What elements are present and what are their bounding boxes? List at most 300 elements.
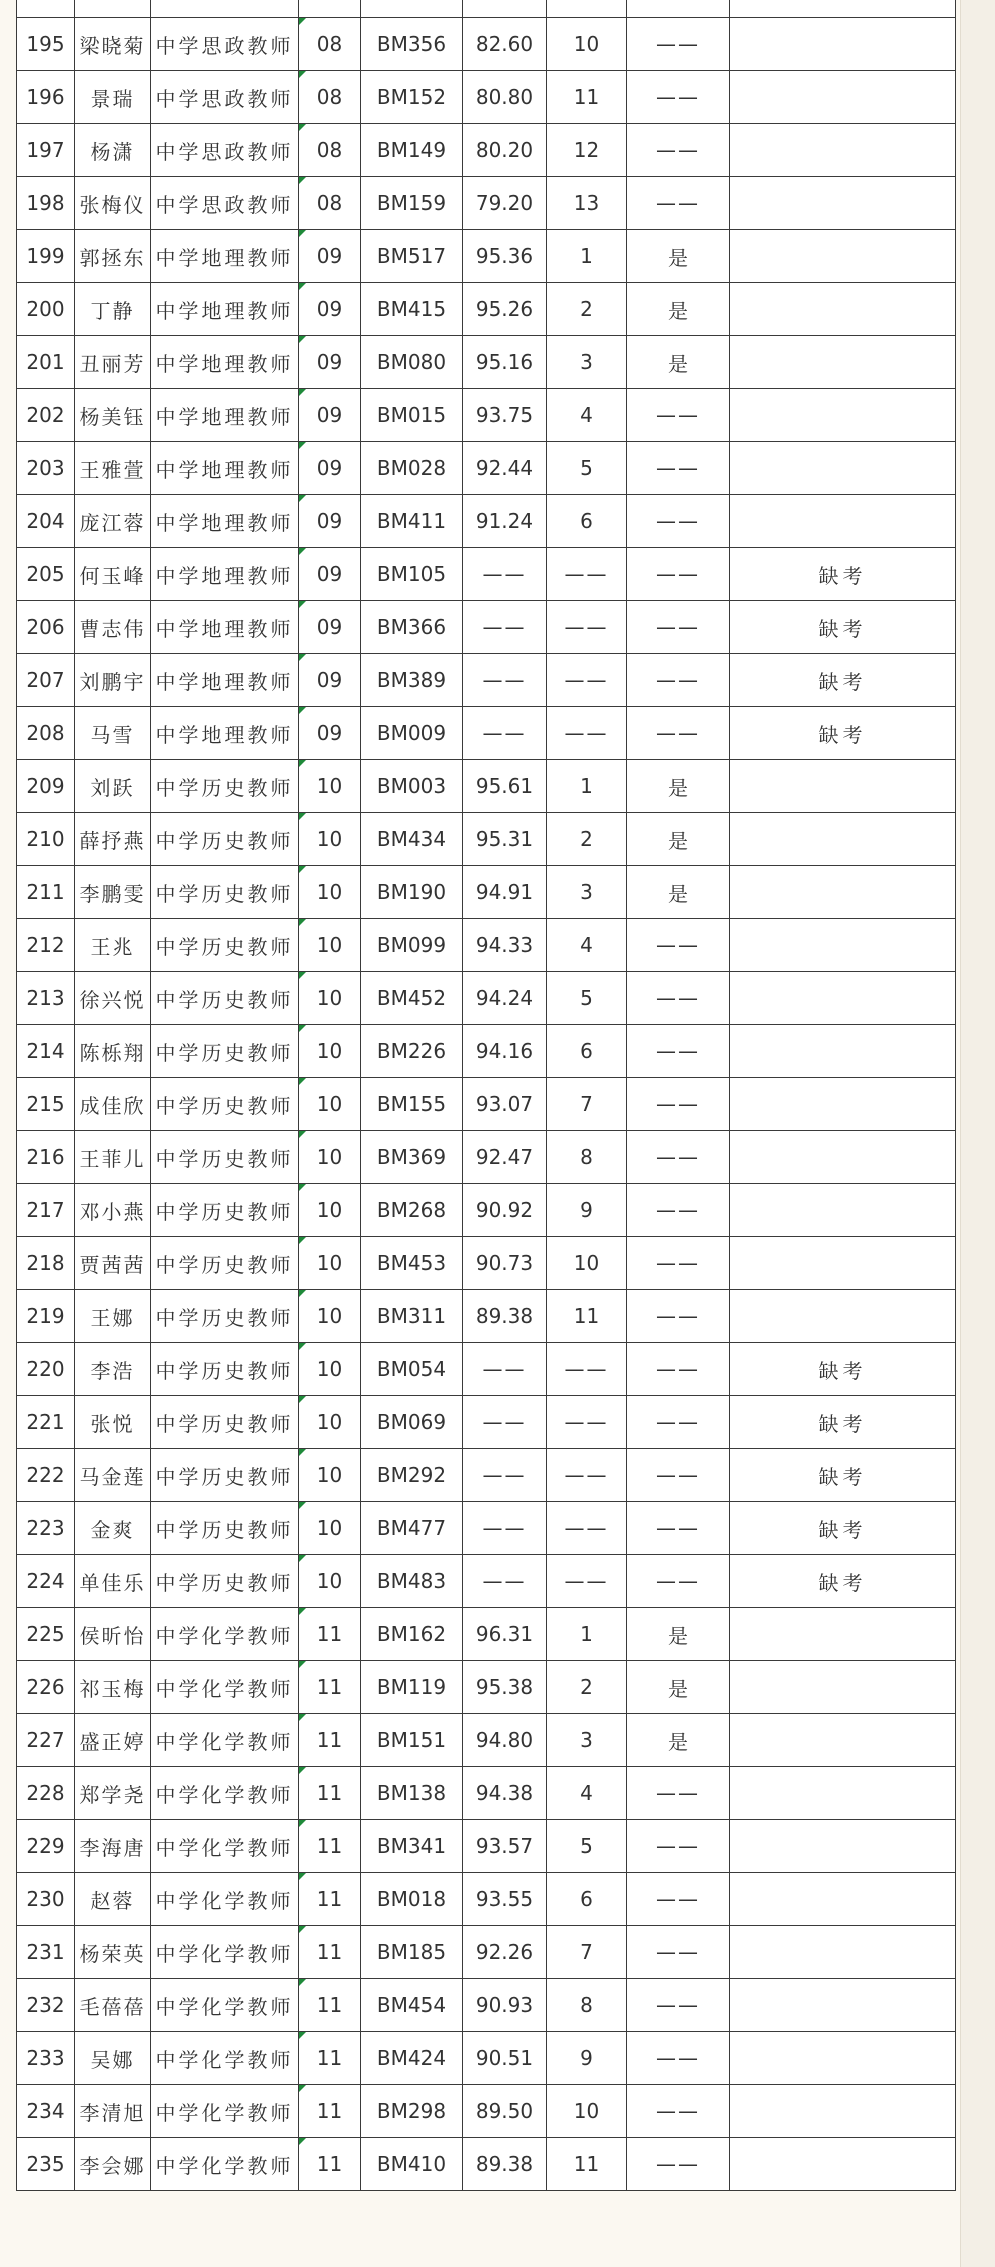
table-row [17, 601, 956, 654]
score-cell: 94.38 [463, 1767, 547, 1820]
score-cell: —— [463, 548, 547, 601]
score-cell [463, 0, 547, 18]
name-cell: 邓小燕 [75, 1184, 151, 1237]
table-row [17, 548, 956, 601]
score-cell: 96.31 [463, 1608, 547, 1661]
registration-id-cell: BM152 [361, 71, 463, 124]
post-title-cell: 中学历史教师 [151, 919, 299, 972]
row-number-cell: 222 [17, 1449, 75, 1502]
score-cell: —— [463, 1555, 547, 1608]
remark-cell [730, 0, 956, 18]
table-row [17, 2138, 956, 2191]
post-title-cell: 中学地理教师 [151, 495, 299, 548]
rank-cell: 2 [547, 1661, 627, 1714]
post-title-cell: 中学化学教师 [151, 1714, 299, 1767]
remark-cell [730, 442, 956, 495]
registration-id-cell: BM226 [361, 1025, 463, 1078]
post-code-cell: 09 [299, 389, 361, 442]
table-row [17, 442, 956, 495]
table-row [17, 1025, 956, 1078]
post-title-cell: 中学历史教师 [151, 1184, 299, 1237]
registration-id-cell: BM080 [361, 336, 463, 389]
post-title-cell: 中学历史教师 [151, 760, 299, 813]
remark-cell [730, 972, 956, 1025]
post-code-cell: 09 [299, 707, 361, 760]
remark-cell [730, 1237, 956, 1290]
registration-id-cell [361, 0, 463, 18]
registration-id-cell: BM454 [361, 1979, 463, 2032]
remark-cell [730, 1025, 956, 1078]
registration-id-cell: BM138 [361, 1767, 463, 1820]
name-cell: 王雅萱 [75, 442, 151, 495]
post-code-cell: 08 [299, 71, 361, 124]
interview-flag-cell: 是 [627, 1661, 730, 1714]
post-code-cell: 11 [299, 1661, 361, 1714]
table-row [17, 124, 956, 177]
remark-cell [730, 1926, 956, 1979]
rank-cell: 5 [547, 1820, 627, 1873]
post-title-cell: 中学思政教师 [151, 18, 299, 71]
registration-id-cell: BM452 [361, 972, 463, 1025]
row-number-cell: 211 [17, 866, 75, 919]
row-number-cell: 231 [17, 1926, 75, 1979]
remark-cell [730, 2138, 956, 2191]
post-title-cell: 中学地理教师 [151, 283, 299, 336]
score-cell: 94.16 [463, 1025, 547, 1078]
interview-flag-cell: 是 [627, 813, 730, 866]
registration-id-cell: BM389 [361, 654, 463, 707]
rank-cell: 9 [547, 1184, 627, 1237]
post-code-cell: 11 [299, 1979, 361, 2032]
table-row [17, 1555, 956, 1608]
registration-id-cell: BM411 [361, 495, 463, 548]
row-number-cell: 204 [17, 495, 75, 548]
interview-flag-cell: —— [627, 177, 730, 230]
table-row [17, 230, 956, 283]
table-row [17, 919, 956, 972]
score-cell: 93.57 [463, 1820, 547, 1873]
score-cell: 93.75 [463, 389, 547, 442]
score-table [16, 0, 956, 2191]
registration-id-cell: BM105 [361, 548, 463, 601]
score-cell: 90.93 [463, 1979, 547, 2032]
name-cell: 李清旭 [75, 2085, 151, 2138]
post-title-cell: 中学化学教师 [151, 2085, 299, 2138]
registration-id-cell: BM119 [361, 1661, 463, 1714]
post-title-cell: 中学历史教师 [151, 1290, 299, 1343]
score-cell: 94.24 [463, 972, 547, 1025]
remark-cell [730, 71, 956, 124]
name-cell: 毛蓓蓓 [75, 1979, 151, 2032]
post-code-cell: 10 [299, 1078, 361, 1131]
post-title-cell: 中学思政教师 [151, 124, 299, 177]
row-number-cell: 200 [17, 283, 75, 336]
score-cell: 95.26 [463, 283, 547, 336]
post-code-cell: 11 [299, 2032, 361, 2085]
registration-id-cell: BM434 [361, 813, 463, 866]
rank-cell: 6 [547, 1025, 627, 1078]
score-cell: 80.20 [463, 124, 547, 177]
rank-cell: 6 [547, 495, 627, 548]
registration-id-cell: BM015 [361, 389, 463, 442]
rank-cell: —— [547, 707, 627, 760]
name-cell: 丑丽芳 [75, 336, 151, 389]
post-code-cell: 11 [299, 1873, 361, 1926]
rank-cell: 4 [547, 389, 627, 442]
table-row [17, 1343, 956, 1396]
interview-flag-cell: —— [627, 707, 730, 760]
rank-cell: 9 [547, 2032, 627, 2085]
table-row [17, 2032, 956, 2085]
post-title-cell: 中学历史教师 [151, 1343, 299, 1396]
interview-flag-cell: —— [627, 18, 730, 71]
score-cell: —— [463, 601, 547, 654]
rank-cell: 11 [547, 1290, 627, 1343]
post-code-cell: 09 [299, 336, 361, 389]
interview-flag-cell: 是 [627, 866, 730, 919]
remark-cell [730, 1820, 956, 1873]
post-code-cell: 11 [299, 1714, 361, 1767]
name-cell: 郭拯东 [75, 230, 151, 283]
score-cell: 94.91 [463, 866, 547, 919]
score-cell: 80.80 [463, 71, 547, 124]
row-number-cell: 230 [17, 1873, 75, 1926]
rank-cell: —— [547, 1396, 627, 1449]
registration-id-cell: BM028 [361, 442, 463, 495]
registration-id-cell: BM185 [361, 1926, 463, 1979]
registration-id-cell: BM162 [361, 1608, 463, 1661]
row-number-cell: 221 [17, 1396, 75, 1449]
rank-cell: 7 [547, 1926, 627, 1979]
rank-cell: 4 [547, 919, 627, 972]
post-title-cell: 中学思政教师 [151, 177, 299, 230]
post-code-cell: 10 [299, 919, 361, 972]
registration-id-cell: BM410 [361, 2138, 463, 2191]
rank-cell: 3 [547, 1714, 627, 1767]
rank-cell: —— [547, 1555, 627, 1608]
name-cell: 陈栎翔 [75, 1025, 151, 1078]
row-number-cell: 206 [17, 601, 75, 654]
row-number-cell: 234 [17, 2085, 75, 2138]
name-cell: 李鹏雯 [75, 866, 151, 919]
post-title-cell [151, 0, 299, 18]
remark-cell: 缺考 [730, 654, 956, 707]
interview-flag-cell: 是 [627, 336, 730, 389]
post-code-cell: 08 [299, 124, 361, 177]
score-cell: 95.61 [463, 760, 547, 813]
score-cell: —— [463, 1502, 547, 1555]
remark-cell [730, 177, 956, 230]
remark-cell [730, 18, 956, 71]
interview-flag-cell: —— [627, 2085, 730, 2138]
row-number-cell: 205 [17, 548, 75, 601]
interview-flag-cell: 是 [627, 230, 730, 283]
post-code-cell: 08 [299, 177, 361, 230]
rank-cell: —— [547, 654, 627, 707]
table-row [17, 283, 956, 336]
name-cell: 李浩 [75, 1343, 151, 1396]
row-number-cell: 212 [17, 919, 75, 972]
registration-id-cell: BM054 [361, 1343, 463, 1396]
table-row [17, 1396, 956, 1449]
interview-flag-cell: —— [627, 548, 730, 601]
interview-flag-cell: —— [627, 1449, 730, 1502]
remark-cell [730, 1290, 956, 1343]
name-cell: 盛正婷 [75, 1714, 151, 1767]
name-cell: 李会娜 [75, 2138, 151, 2191]
post-code-cell: 11 [299, 1608, 361, 1661]
post-title-cell: 中学地理教师 [151, 442, 299, 495]
post-title-cell: 中学历史教师 [151, 1449, 299, 1502]
interview-flag-cell: 是 [627, 1714, 730, 1767]
name-cell: 张悦 [75, 1396, 151, 1449]
score-cell: 92.44 [463, 442, 547, 495]
row-number-cell: 196 [17, 71, 75, 124]
registration-id-cell: BM424 [361, 2032, 463, 2085]
name-cell: 杨荣英 [75, 1926, 151, 1979]
rank-cell: 3 [547, 336, 627, 389]
registration-id-cell: BM159 [361, 177, 463, 230]
table-body [17, 0, 956, 2191]
table-row [17, 2085, 956, 2138]
interview-flag-cell: —— [627, 1820, 730, 1873]
score-cell: 95.16 [463, 336, 547, 389]
post-code-cell: 10 [299, 1396, 361, 1449]
score-cell: —— [463, 1449, 547, 1502]
table-row [17, 813, 956, 866]
post-title-cell: 中学历史教师 [151, 813, 299, 866]
table-row [17, 1979, 956, 2032]
post-title-cell: 中学化学教师 [151, 1926, 299, 1979]
table-row [17, 1131, 956, 1184]
row-number-cell: 219 [17, 1290, 75, 1343]
registration-id-cell: BM415 [361, 283, 463, 336]
interview-flag-cell: —— [627, 1767, 730, 1820]
name-cell: 杨美钰 [75, 389, 151, 442]
post-code-cell: 10 [299, 1131, 361, 1184]
interview-flag-cell: —— [627, 601, 730, 654]
post-code-cell: 09 [299, 230, 361, 283]
interview-flag-cell: 是 [627, 1608, 730, 1661]
remark-cell [730, 813, 956, 866]
post-code-cell: 09 [299, 601, 361, 654]
score-cell: 94.80 [463, 1714, 547, 1767]
registration-id-cell: BM003 [361, 760, 463, 813]
score-cell: —— [463, 654, 547, 707]
post-code-cell: 09 [299, 283, 361, 336]
rank-cell: 1 [547, 760, 627, 813]
row-number-cell: 199 [17, 230, 75, 283]
table-row [17, 1926, 956, 1979]
remark-cell [730, 2085, 956, 2138]
score-cell: 82.60 [463, 18, 547, 71]
name-cell: 刘鹏宇 [75, 654, 151, 707]
remark-cell: 缺考 [730, 1502, 956, 1555]
row-number-cell: 220 [17, 1343, 75, 1396]
rank-cell: 12 [547, 124, 627, 177]
row-number-cell: 229 [17, 1820, 75, 1873]
name-cell: 王娜 [75, 1290, 151, 1343]
row-number-cell: 224 [17, 1555, 75, 1608]
interview-flag-cell: —— [627, 972, 730, 1025]
post-code-cell: 10 [299, 1502, 361, 1555]
row-number-cell: 197 [17, 124, 75, 177]
name-cell: 吴娜 [75, 2032, 151, 2085]
table-row [17, 707, 956, 760]
name-cell: 王菲儿 [75, 1131, 151, 1184]
remark-cell [730, 389, 956, 442]
row-number-cell: 207 [17, 654, 75, 707]
registration-id-cell: BM155 [361, 1078, 463, 1131]
row-number-cell: 232 [17, 1979, 75, 2032]
post-code-cell: 10 [299, 1449, 361, 1502]
table-row [17, 1449, 956, 1502]
table-row [17, 1502, 956, 1555]
table-row [17, 1078, 956, 1131]
interview-flag-cell: —— [627, 1873, 730, 1926]
interview-flag-cell: —— [627, 1555, 730, 1608]
remark-cell: 缺考 [730, 601, 956, 654]
remark-cell [730, 1873, 956, 1926]
rank-cell: 5 [547, 442, 627, 495]
row-number-cell: 209 [17, 760, 75, 813]
post-code-cell: 11 [299, 1767, 361, 1820]
row-number-cell: 210 [17, 813, 75, 866]
table-row [17, 1237, 956, 1290]
score-cell: 95.31 [463, 813, 547, 866]
post-code-cell: 10 [299, 1237, 361, 1290]
interview-flag-cell: —— [627, 1502, 730, 1555]
interview-flag-cell: 是 [627, 760, 730, 813]
interview-flag-cell: —— [627, 1396, 730, 1449]
score-cell: 79.20 [463, 177, 547, 230]
score-cell: —— [463, 1343, 547, 1396]
interview-flag-cell: —— [627, 1237, 730, 1290]
row-number-cell: 198 [17, 177, 75, 230]
post-title-cell: 中学历史教师 [151, 1237, 299, 1290]
table-row [17, 1184, 956, 1237]
score-cell: 95.36 [463, 230, 547, 283]
row-number-cell: 213 [17, 972, 75, 1025]
name-cell: 赵蓉 [75, 1873, 151, 1926]
remark-cell [730, 1661, 956, 1714]
rank-cell: 2 [547, 813, 627, 866]
remark-cell [730, 283, 956, 336]
registration-id-cell: BM369 [361, 1131, 463, 1184]
table-row [17, 71, 956, 124]
rank-cell: 1 [547, 230, 627, 283]
post-title-cell: 中学化学教师 [151, 1979, 299, 2032]
row-number-cell: 225 [17, 1608, 75, 1661]
rank-cell: 13 [547, 177, 627, 230]
score-cell: 89.38 [463, 1290, 547, 1343]
name-cell: 金爽 [75, 1502, 151, 1555]
row-number-cell: 228 [17, 1767, 75, 1820]
post-title-cell: 中学地理教师 [151, 654, 299, 707]
name-cell: 侯昕怡 [75, 1608, 151, 1661]
score-cell: 93.55 [463, 1873, 547, 1926]
registration-id-cell: BM268 [361, 1184, 463, 1237]
registration-id-cell: BM366 [361, 601, 463, 654]
remark-cell [730, 760, 956, 813]
post-title-cell: 中学化学教师 [151, 1873, 299, 1926]
post-code-cell: 09 [299, 548, 361, 601]
registration-id-cell: BM298 [361, 2085, 463, 2138]
remark-cell: 缺考 [730, 1555, 956, 1608]
score-cell: 91.24 [463, 495, 547, 548]
post-code-cell: 10 [299, 813, 361, 866]
row-number-cell: 203 [17, 442, 75, 495]
post-title-cell: 中学历史教师 [151, 1131, 299, 1184]
post-title-cell: 中学化学教师 [151, 1820, 299, 1873]
row-number-cell: 223 [17, 1502, 75, 1555]
rank-cell: 10 [547, 1237, 627, 1290]
post-code-cell: 11 [299, 2138, 361, 2191]
interview-flag-cell: —— [627, 2032, 730, 2085]
post-title-cell: 中学历史教师 [151, 1555, 299, 1608]
registration-id-cell: BM356 [361, 18, 463, 71]
interview-flag-cell: —— [627, 1078, 730, 1131]
rank-cell: 10 [547, 18, 627, 71]
table-row [17, 0, 956, 18]
row-number-cell: 226 [17, 1661, 75, 1714]
rank-cell: 6 [547, 1873, 627, 1926]
post-title-cell: 中学地理教师 [151, 230, 299, 283]
remark-cell [730, 1608, 956, 1661]
post-code-cell: 11 [299, 2085, 361, 2138]
post-title-cell: 中学历史教师 [151, 1025, 299, 1078]
post-title-cell: 中学化学教师 [151, 1661, 299, 1714]
post-code-cell: 08 [299, 18, 361, 71]
registration-id-cell: BM517 [361, 230, 463, 283]
interview-flag-cell: —— [627, 654, 730, 707]
post-title-cell: 中学历史教师 [151, 972, 299, 1025]
interview-flag-cell: —— [627, 1926, 730, 1979]
remark-cell [730, 1714, 956, 1767]
post-title-cell: 中学化学教师 [151, 2032, 299, 2085]
score-cell: 94.33 [463, 919, 547, 972]
rank-cell: 8 [547, 1131, 627, 1184]
row-number-cell: 233 [17, 2032, 75, 2085]
name-cell: 庞江蓉 [75, 495, 151, 548]
post-title-cell: 中学化学教师 [151, 2138, 299, 2191]
table-row [17, 1290, 956, 1343]
post-code-cell: 10 [299, 866, 361, 919]
interview-flag-cell: —— [627, 1979, 730, 2032]
post-title-cell: 中学地理教师 [151, 707, 299, 760]
post-title-cell: 中学化学教师 [151, 1608, 299, 1661]
remark-cell [730, 124, 956, 177]
rank-cell: 3 [547, 866, 627, 919]
post-code-cell: 10 [299, 760, 361, 813]
table-row [17, 654, 956, 707]
interview-flag-cell: —— [627, 1025, 730, 1078]
remark-cell [730, 1131, 956, 1184]
row-number-cell: 202 [17, 389, 75, 442]
post-code-cell: 09 [299, 442, 361, 495]
rank-cell: —— [547, 1502, 627, 1555]
table-row [17, 389, 956, 442]
interview-flag-cell: 是 [627, 283, 730, 336]
registration-id-cell: BM483 [361, 1555, 463, 1608]
registration-id-cell: BM069 [361, 1396, 463, 1449]
name-cell: 马金莲 [75, 1449, 151, 1502]
table-row [17, 177, 956, 230]
score-cell: 89.38 [463, 2138, 547, 2191]
remark-cell: 缺考 [730, 548, 956, 601]
registration-id-cell: BM190 [361, 866, 463, 919]
registration-id-cell: BM018 [361, 1873, 463, 1926]
